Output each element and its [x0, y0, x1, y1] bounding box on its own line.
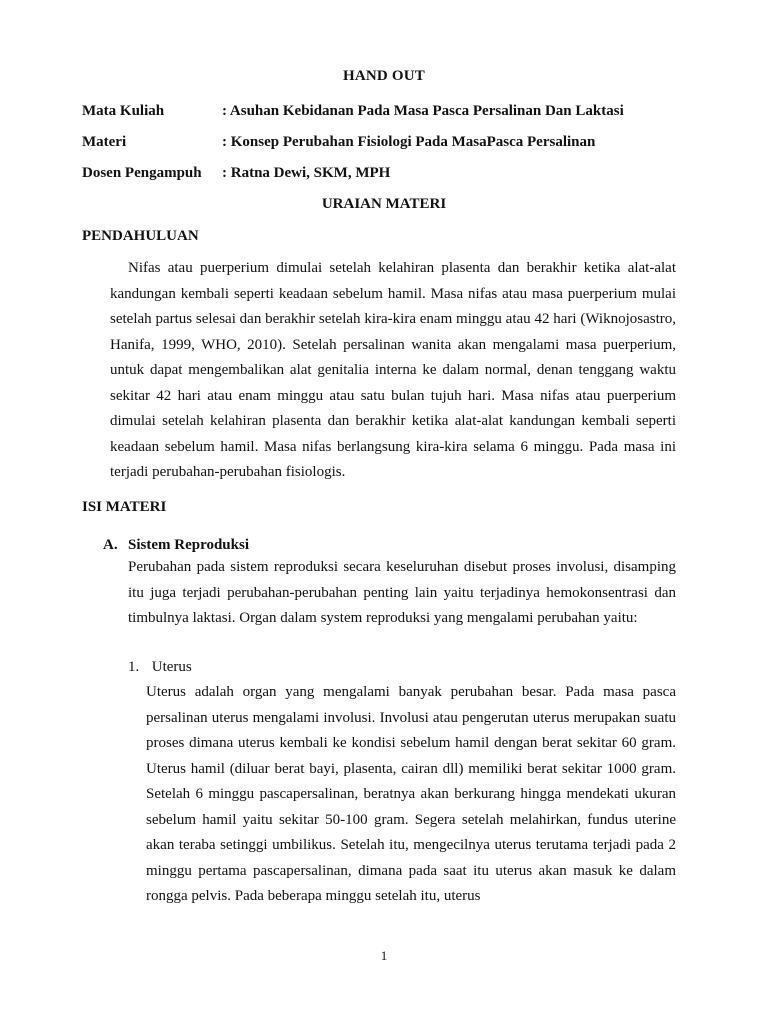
- meta-row-lecturer: [82, 163, 390, 183]
- meta-label: Dosen Pengampuh: [82, 165, 202, 181]
- intro-paragraph: Nifas atau puerperium dimulai setelah kelahiran plasenta dan berakhir ketika alat-alat kandungan kembali seperti keadaan sebelum hamil. Masa nifas atau masa puerperium mulai setelah partus selesai dan berakhir setelah kira-kira enam minggu atau 42 hari (Wiknojosastro, Hanifa, 1999, WHO, 2010). Setelah persalinan wanita akan mengalami masa puerperium, untuk dapat mengembalikan alat genitalia interna ke dalam normal, denan tenggang waktu sekitar 42 hari atau enam minggu atau satu bulan tujuh hari. Masa nifas atau puerperium dimulai setelah kelahiran plasenta dan berakhir ketika alat-alat kandungan kembali seperti keadaan sebelum hamil. Masa nifas berlangsung kira-kira selama 6 minggu. Pada masa ini terjadi perubahan-perubahan fisiologis.: [110, 260, 676, 480]
- subsection-title: Sistem Reproduksi: [128, 537, 249, 553]
- meta-value: : Asuhan Kebidanan Pada Masa Pasca Persalinan Dan Laktasi: [222, 103, 624, 119]
- meta-value: : Ratna Dewi, SKM, MPH: [222, 165, 391, 181]
- uterus-paragraph: Uterus adalah organ yang mengalami banyak perubahan besar. Pada masa pasca persalinan uterus mengalami involusi. Involusi atau pengerutan uterus merupakan suatu proses dimana uterus kembali ke kondisi sebelum hamil dengan berat sekitar 60 gram. Uterus hamil (diluar berat bayi, plasenta, cairan dll) memiliki berat sekitar 1000 gram. Setelah 6 minggu pascapersalinan, beratnya akan berkurang hingga mendekati ukuran sebelum hamil yaitu sekitar 50-100 gram. Segera setelah melahirkan, fundus uterine akan teraba setinggi umbilikus. Setelah itu, mengecilnya uterus terutama terjadi pada 2 minggu pertama pascapersalinan, dimana pada saat itu uterus akan masuk ke dalam rongga pelvis. Pada beberapa minggu setelah itu, uterus: [146, 684, 676, 904]
- subsection-heading: [103, 535, 249, 555]
- page-number: 1: [380, 948, 388, 963]
- meta-row-course: [82, 101, 624, 121]
- intro-heading: PENDAHULUAN: [82, 228, 199, 244]
- subsection-letter: A.: [103, 537, 118, 553]
- list-item-label: Uterus: [151, 659, 192, 675]
- meta-label: Mata Kuliah: [82, 103, 165, 119]
- meta-value: : Konsep Perubahan Fisiologi Pada MasaPasca Persalinan: [222, 134, 596, 150]
- section-title: URAIAN MATERI: [321, 196, 447, 212]
- meta-row-material: [82, 132, 595, 152]
- document-title: HAND OUT: [342, 68, 426, 84]
- subsection-paragraph: Perubahan pada sistem reproduksi secara keseluruhan disebut proses involusi, disamping itu juga terjadi perubahan-perubahan penting lain yaitu terjadinya hemokonsentrasi dan timbulnya laktasi. Organ dalam system reproduksi yang mengalami perubahan yaitu:: [128, 559, 676, 626]
- meta-label: Materi: [82, 134, 127, 150]
- content-heading: ISI MATERI: [82, 499, 167, 515]
- list-item-number: 1.: [128, 659, 140, 675]
- list-item-heading: [128, 657, 192, 677]
